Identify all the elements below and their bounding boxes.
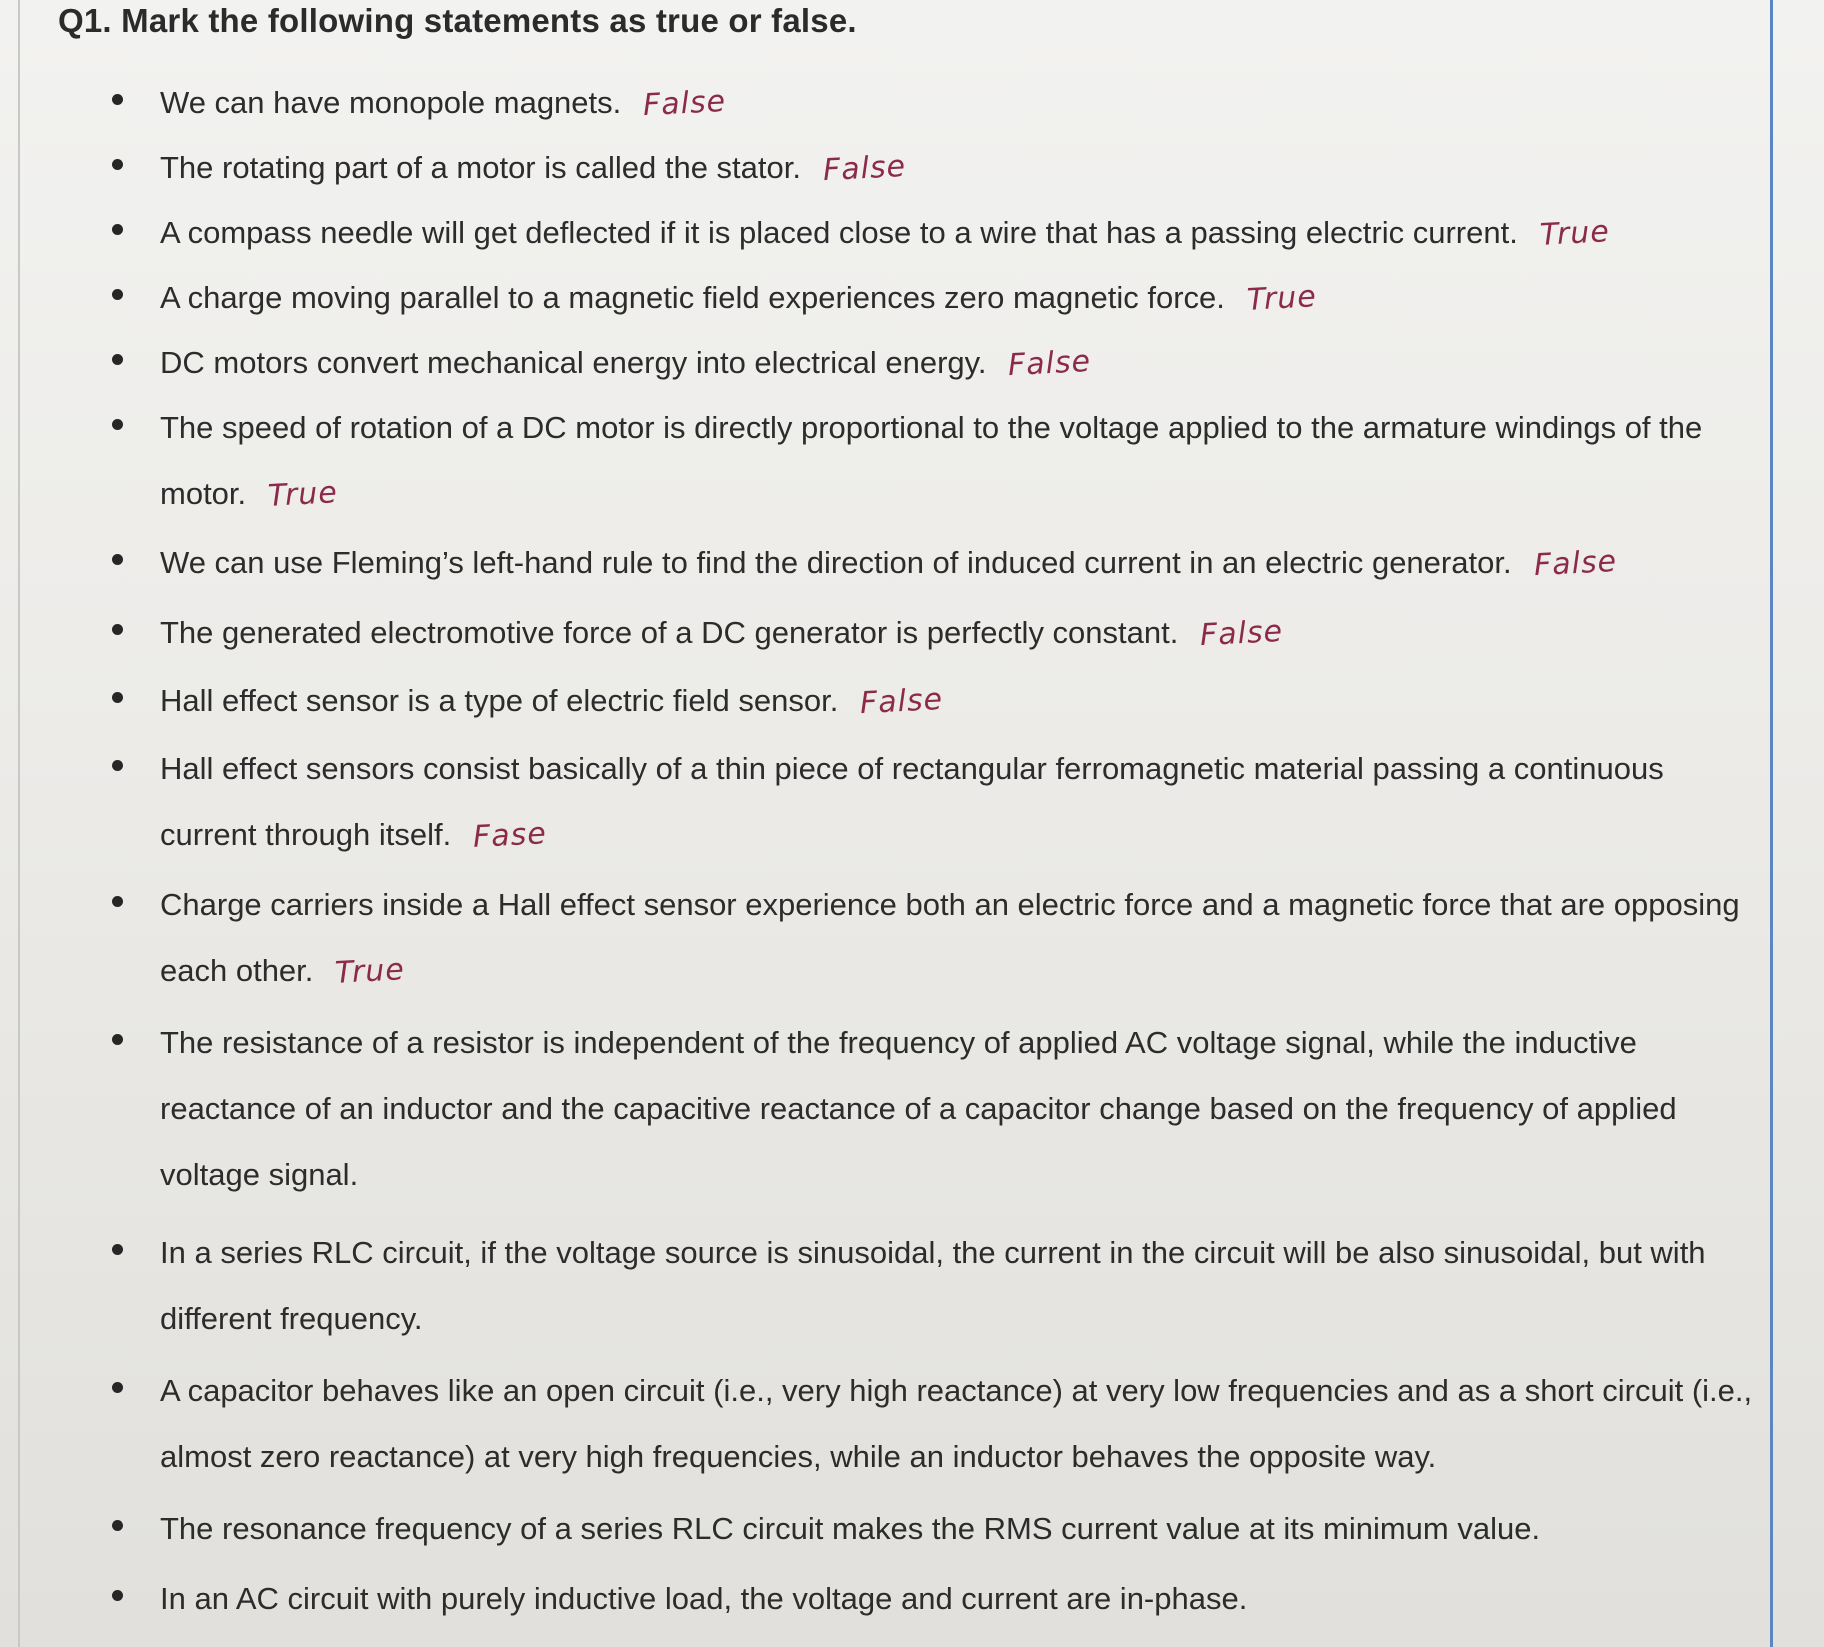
statement-item <box>160 1358 1760 1490</box>
statement-text: Charge carriers inside a Hall effect sensor experience both an electric force and a magnetic force that are opposing each other. <box>160 887 1740 988</box>
statement-text: A capacitor behaves like an open circuit (i.e., very high reactance) at very low frequencies and as a short circuit (i.e., almost zero reactance) at very high frequencies, while an inductor behaves the opposite way. <box>160 1373 1753 1474</box>
statement-text: The resonance frequency of a series RLC circuit makes the RMS current value at its minimum value. <box>160 1511 1541 1546</box>
handwritten-answer: False <box>859 681 945 722</box>
statement-item <box>160 330 1760 397</box>
statement-item <box>160 395 1760 528</box>
statement-text: The resistance of a resistor is independent of the frequency of applied AC voltage signal, while the inductive reactance of an inductor and the capacitive reactance of a capacitor change based on the frequency of applied voltage signal. <box>160 1025 1677 1192</box>
statement-item <box>160 600 1760 667</box>
handwritten-answer: False <box>642 83 728 124</box>
bullet-icon <box>112 419 123 430</box>
statement-text: A charge moving parallel to a magnetic field experiences zero magnetic force. <box>160 280 1225 315</box>
statement-text: We can have monopole magnets. <box>160 85 622 120</box>
bullet-icon <box>112 354 123 365</box>
bullet-icon <box>112 289 123 300</box>
bullet-icon <box>112 624 123 635</box>
statement-text: The rotating part of a motor is called the stator. <box>160 150 801 185</box>
statement-item <box>160 200 1760 267</box>
statement-item <box>160 265 1760 332</box>
statement-item <box>160 736 1760 869</box>
statement-item <box>160 1496 1760 1562</box>
statement-text: In an AC circuit with purely inductive load, the voltage and current are in-phase. <box>160 1581 1248 1616</box>
handwritten-answer: False <box>1007 343 1093 384</box>
statement-text: We can use Fleming’s left-hand rule to find the direction of induced current in an electric generator. <box>160 545 1512 580</box>
bullet-icon <box>112 692 123 703</box>
statement-text: A compass needle will get deflected if it is placed close to a wire that has a passing electric current. <box>160 215 1518 250</box>
statement-item <box>160 668 1760 735</box>
handwritten-answer: True <box>1538 214 1611 253</box>
statement-text: Hall effect sensors consist basically of a thin piece of rectangular ferromagnetic material passing a continuous current through itself. <box>160 751 1664 852</box>
statement-text: The speed of rotation of a DC motor is directly proportional to the voltage applied to the armature windings of the motor. <box>160 410 1703 511</box>
statement-item <box>160 530 1760 597</box>
bullet-icon <box>112 1382 123 1393</box>
statement-item <box>160 135 1760 202</box>
bullet-icon <box>112 224 123 235</box>
page-right-border <box>1770 0 1773 1647</box>
statement-item <box>160 70 1760 137</box>
handwritten-answer: Fase <box>472 816 548 855</box>
bullet-icon <box>112 1520 123 1531</box>
handwritten-answer: True <box>334 952 407 991</box>
bullet-icon <box>112 1244 123 1255</box>
statement-text: The generated electromotive force of a DC generator is perfectly constant. <box>160 615 1179 650</box>
page-margin-line <box>18 0 20 1647</box>
bullet-icon <box>112 554 123 565</box>
handwritten-answer: True <box>267 475 339 514</box>
statement-item <box>160 1566 1760 1632</box>
handwritten-answer: True <box>1246 279 1318 318</box>
statement-item <box>160 1220 1760 1352</box>
bullet-icon <box>112 94 123 105</box>
statement-item <box>160 1010 1760 1208</box>
statement-text: Hall effect sensor is a type of electric field sensor. <box>160 683 839 718</box>
handwritten-answer: False <box>822 148 907 189</box>
bullet-icon <box>112 1590 123 1601</box>
statement-item <box>160 872 1760 1005</box>
statement-text: In a series RLC circuit, if the voltage source is sinusoidal, the current in the circuit will be also sinusoidal, but with different frequency. <box>160 1235 1706 1336</box>
handwritten-answer: False <box>1532 543 1618 584</box>
bullet-icon <box>112 760 123 771</box>
bullet-icon <box>112 159 123 170</box>
statement-text: DC motors convert mechanical energy into electrical energy. <box>160 345 987 380</box>
handwritten-answer: False <box>1199 613 1285 654</box>
question-heading: Q1. Mark the following statements as true or false. <box>58 2 857 39</box>
bullet-icon <box>112 1034 123 1045</box>
bullet-icon <box>112 896 123 907</box>
